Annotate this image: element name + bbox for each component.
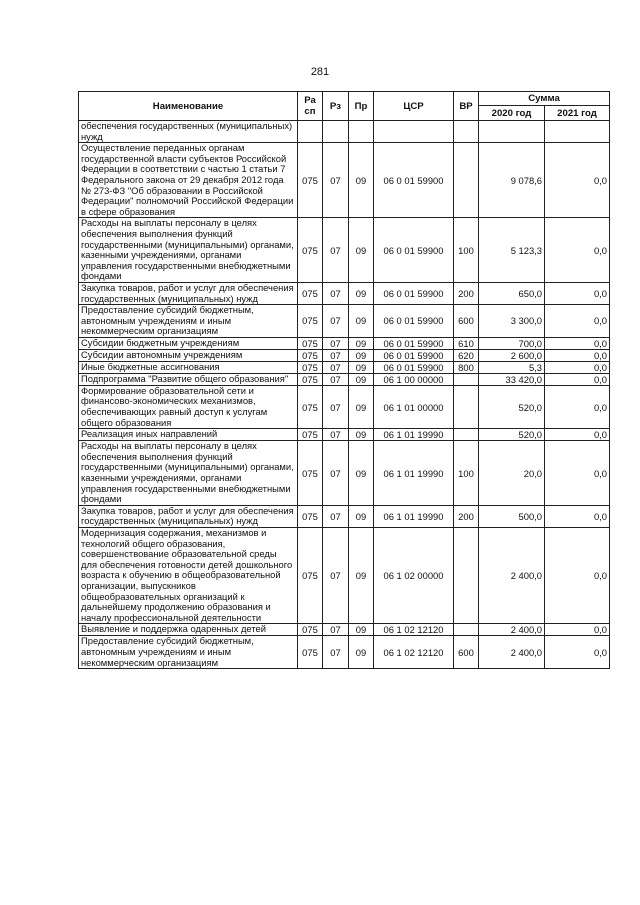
table-row [79,429,610,441]
row-csr-cell: 06 1 01 19990 [374,505,454,527]
row-2020-cell: 33 420,0 [479,373,545,385]
row-rz-cell: 07 [323,429,349,441]
row-csr-cell: 06 1 01 00000 [374,385,454,428]
row-name-cell: Подпрограмма "Развитие общего образования" [79,373,298,385]
row-2021-cell [545,121,610,143]
table-row [79,218,610,283]
row-2021-cell: 0,0 [545,636,610,669]
row-vr-cell: 800 [454,361,479,373]
table-body [79,121,610,669]
row-2021-cell: 0,0 [545,337,610,349]
header-sum: Сумма [479,92,610,106]
row-vr-cell: 100 [454,441,479,506]
row-pr-cell: 09 [349,218,374,283]
row-csr-cell: 06 0 01 59900 [374,143,454,218]
row-rasp-cell: 075 [298,441,323,506]
row-rasp-cell: 075 [298,218,323,283]
header-pr: Пр [349,92,374,121]
row-rasp-cell: 075 [298,282,323,304]
row-name-cell: Иные бюджетные ассигнования [79,361,298,373]
row-rz-cell: 07 [323,624,349,636]
row-csr-cell: 06 0 01 59900 [374,282,454,304]
row-rz-cell: 07 [323,143,349,218]
row-pr-cell: 09 [349,373,374,385]
row-rz-cell: 07 [323,373,349,385]
row-2021-cell: 0,0 [545,441,610,506]
row-rz-cell: 07 [323,505,349,527]
row-name-cell: Реализация иных направлений [79,429,298,441]
row-name-cell: Субсидии автономным учреждениям [79,349,298,361]
page-number: 281 [310,66,330,78]
row-vr-cell: 620 [454,349,479,361]
row-2020-cell: 650,0 [479,282,545,304]
row-rz-cell: 07 [323,441,349,506]
row-2020-cell: 9 078,6 [479,143,545,218]
row-2021-cell: 0,0 [545,385,610,428]
row-vr-cell [454,429,479,441]
row-csr-cell: 06 0 01 59900 [374,218,454,283]
row-2021-cell: 0,0 [545,624,610,636]
row-rasp-cell: 075 [298,349,323,361]
header-rasp: Ра сп [298,92,323,121]
row-pr-cell: 09 [349,349,374,361]
row-pr-cell: 09 [349,305,374,338]
row-rz-cell: 07 [323,636,349,669]
row-rasp-cell [298,121,323,143]
row-2021-cell: 0,0 [545,528,610,624]
row-2020-cell: 700,0 [479,337,545,349]
row-2020-cell: 2 400,0 [479,636,545,669]
row-2020-cell: 2 400,0 [479,528,545,624]
budget-table [78,91,610,669]
table-row [79,349,610,361]
row-csr-cell: 06 0 01 59900 [374,337,454,349]
row-csr-cell: 06 1 02 12120 [374,624,454,636]
row-2020-cell: 500,0 [479,505,545,527]
row-name-cell: Модернизация содержания, механизмов и технологий общего образования, совершенствование образовательной среды для обеспечения готовности детей дошкольного возраста к обучению в общеобразовательной организации, выпускников общеобразовательных организаций к дальнейшему продолжению образования и началу профессиональной деятельности [79,528,298,624]
header-vr: ВР [454,92,479,121]
header-rz: Рз [323,92,349,121]
row-rasp-cell: 075 [298,337,323,349]
row-pr-cell [349,121,374,143]
table-row [79,636,610,669]
row-2020-cell: 2 600,0 [479,349,545,361]
row-rasp-cell: 075 [298,505,323,527]
row-csr-cell: 06 1 00 00000 [374,373,454,385]
row-rz-cell: 07 [323,282,349,304]
row-rz-cell: 07 [323,528,349,624]
table-row [79,337,610,349]
row-vr-cell [454,624,479,636]
table-row [79,624,610,636]
row-2020-cell: 520,0 [479,429,545,441]
row-2020-cell: 2 400,0 [479,624,545,636]
row-pr-cell: 09 [349,429,374,441]
row-pr-cell: 09 [349,361,374,373]
row-2021-cell: 0,0 [545,373,610,385]
row-name-cell: обеспечения государственных (муниципальных) нужд [79,121,298,143]
row-pr-cell: 09 [349,441,374,506]
row-vr-cell [454,528,479,624]
row-rasp-cell: 075 [298,385,323,428]
row-name-cell: Расходы на выплаты персоналу в целях обеспечения выполнения функций государственными (муниципальными) органами, казенными учреждениями, органами управления государственными внебюджетными фондами [79,218,298,283]
row-vr-cell [454,143,479,218]
header-row [79,92,610,106]
row-name-cell: Осуществление переданных органам государственной власти субъектов Российской Федерации в соответствии с частью 1 статьи 7 Федерального закона от 29 декабря 2012 года № 273-ФЗ "Об образовании в Российской Федерации" полномочий Российской Федерации в сфере образования [79,143,298,218]
row-csr-cell: 06 1 01 19990 [374,429,454,441]
row-pr-cell: 09 [349,385,374,428]
row-csr-cell: 06 0 01 59900 [374,305,454,338]
row-2021-cell: 0,0 [545,305,610,338]
row-rasp-cell: 075 [298,373,323,385]
header-2021: 2021 год [545,106,610,121]
row-vr-cell: 600 [454,305,479,338]
row-pr-cell: 09 [349,505,374,527]
row-pr-cell: 09 [349,143,374,218]
row-vr-cell: 200 [454,282,479,304]
row-pr-cell: 09 [349,624,374,636]
row-2020-cell: 20,0 [479,441,545,506]
row-csr-cell: 06 1 02 00000 [374,528,454,624]
row-2021-cell: 0,0 [545,282,610,304]
row-name-cell: Выявление и поддержка одаренных детей [79,624,298,636]
row-pr-cell: 09 [349,282,374,304]
row-csr-cell [374,121,454,143]
row-2020-cell: 5 123,3 [479,218,545,283]
header-csr: ЦСР [374,92,454,121]
row-2020-cell [479,121,545,143]
row-vr-cell: 610 [454,337,479,349]
row-2021-cell: 0,0 [545,429,610,441]
row-rz-cell: 07 [323,305,349,338]
table-row [79,373,610,385]
row-vr-cell [454,121,479,143]
table-row [79,441,610,506]
header-name: Наименование [79,92,298,121]
row-csr-cell: 06 0 01 59900 [374,361,454,373]
table-row [79,121,610,143]
row-2021-cell: 0,0 [545,505,610,527]
table-row [79,143,610,218]
row-rz-cell [323,121,349,143]
row-rasp-cell: 075 [298,305,323,338]
row-rz-cell: 07 [323,361,349,373]
table-row [79,361,610,373]
row-2021-cell: 0,0 [545,361,610,373]
row-2020-cell: 520,0 [479,385,545,428]
row-2020-cell: 3 300,0 [479,305,545,338]
row-name-cell: Предоставление субсидий бюджетным, автономным учреждениям и иным некоммерческим организациям [79,305,298,338]
row-name-cell: Закупка товаров, работ и услуг для обеспечения государственных (муниципальных) нужд [79,282,298,304]
row-2021-cell: 0,0 [545,218,610,283]
row-rasp-cell: 075 [298,143,323,218]
row-vr-cell: 600 [454,636,479,669]
row-pr-cell: 09 [349,337,374,349]
row-rasp-cell: 075 [298,429,323,441]
row-csr-cell: 06 1 02 12120 [374,636,454,669]
row-rz-cell: 07 [323,349,349,361]
row-name-cell: Формирование образовательной сети и финансово-экономических механизмов, обеспечивающих равный доступ к услугам общего образования [79,385,298,428]
table-row [79,505,610,527]
table-row [79,282,610,304]
row-pr-cell: 09 [349,636,374,669]
table-row [79,528,610,624]
row-name-cell: Предоставление субсидий бюджетным, автономным учреждениям и иным некоммерческим организациям [79,636,298,669]
row-rz-cell: 07 [323,218,349,283]
row-name-cell: Субсидии бюджетным учреждениям [79,337,298,349]
row-rasp-cell: 075 [298,636,323,669]
table-row [79,385,610,428]
row-vr-cell [454,373,479,385]
row-rasp-cell: 075 [298,528,323,624]
row-rz-cell: 07 [323,385,349,428]
row-name-cell: Закупка товаров, работ и услуг для обеспечения государственных (муниципальных) нужд [79,505,298,527]
row-pr-cell: 09 [349,528,374,624]
row-vr-cell [454,385,479,428]
row-csr-cell: 06 0 01 59900 [374,349,454,361]
row-2020-cell: 5,3 [479,361,545,373]
row-rasp-cell: 075 [298,361,323,373]
row-2021-cell: 0,0 [545,349,610,361]
row-2021-cell: 0,0 [545,143,610,218]
row-csr-cell: 06 1 01 19990 [374,441,454,506]
header-2020: 2020 год [479,106,545,121]
table-row [79,305,610,338]
row-rz-cell: 07 [323,337,349,349]
row-vr-cell: 200 [454,505,479,527]
row-vr-cell: 100 [454,218,479,283]
row-rasp-cell: 075 [298,624,323,636]
row-name-cell: Расходы на выплаты персоналу в целях обеспечения выполнения функций государственными (муниципальными) органами, казенными учреждениями, органами управления государственными внебюджетными фондами [79,441,298,506]
